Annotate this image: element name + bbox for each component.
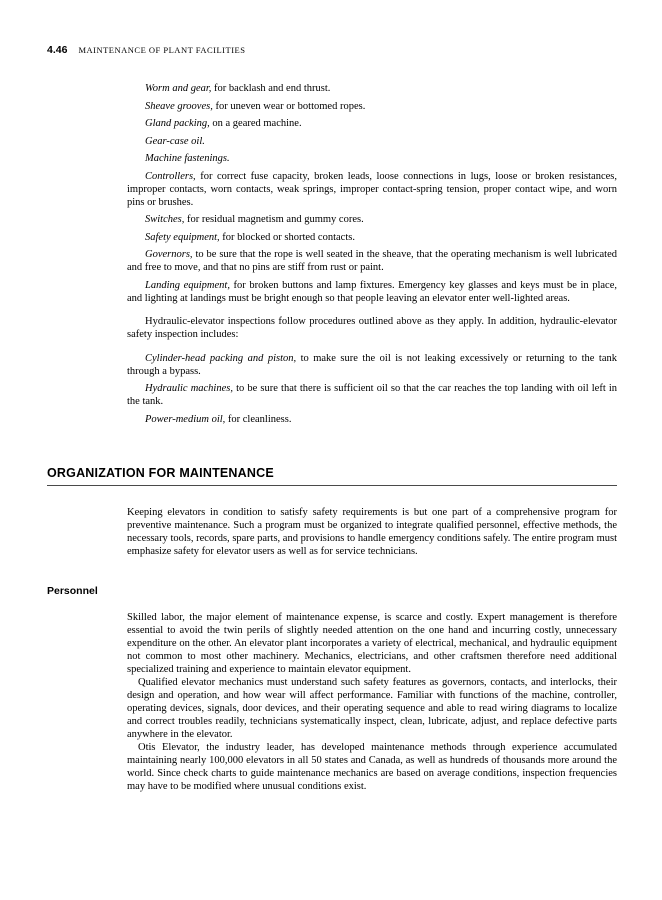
personnel-paragraph: Qualified elevator mechanics must understand such safety features as governors, contacts, and interlocks, their design and operation, and how wear will affect performance. Familiar with functions of the machine, controller, operating devices, signals, door devices, and their operating sequence and able to read wiring diagrams to localize and correct troubles readily, technicians systematically inspect, clean, lubricate, adjust, and replace defective parts anywhere in the elevator.: [127, 676, 617, 740]
list-item: [127, 231, 617, 244]
personnel-paragraph: Skilled labor, the major element of maintenance expense, is scarce and costly. Expert management is therefore essential to avoid the twin perils of slightly needed attention on the one hand and incurring costly, unnecessary expenditure on the other. An elevator plant incorporates a variety of electrical, mechanical, and hydraulic equipment not common to most other machinery. Mechanics, electricians, and other craftsmen therefore need additional specialized training and experience to maintain elevator equipment.: [127, 611, 617, 675]
item-text: for residual magnetism and gummy cores.: [187, 214, 364, 225]
section-heading-organization: ORGANIZATION FOR MAINTENANCE: [47, 465, 274, 480]
list-item: [127, 82, 617, 95]
list-item: [127, 152, 617, 165]
item-text: to be sure that there is sufficient oil so that the car reaches the top landing with oil left in the tank.: [127, 383, 618, 407]
item-text: for backlash and end thrust.: [214, 83, 331, 94]
item-text: on a geared machine.: [212, 118, 302, 129]
item-lead: Worm and gear,: [145, 83, 212, 94]
item-lead: Switches,: [145, 214, 185, 225]
section-heading-rule: [47, 485, 617, 486]
running-title: MAINTENANCE OF PLANT FACILITIES: [78, 45, 246, 55]
item-lead: Hydraulic machines,: [145, 383, 233, 394]
item-text: for correct fuse capacity, broken leads, loose connections in lugs, loose or broken resistances, improper contacts, worn contacts, weak springs, improper contact-spring tension, proper contact wipe, and worn pins or brushes.: [127, 170, 617, 208]
list-item: [127, 413, 617, 426]
item-text: for broken buttons and lamp fixtures. Emergency key glasses and keys must be in place, and lighting at landings must be bright enough so that people leaving an elevator enter well-lighted areas.: [127, 279, 617, 304]
list-item: [127, 170, 617, 209]
list-item: [127, 279, 617, 305]
list-item: [127, 213, 617, 226]
subsection-heading-personnel: Personnel: [47, 584, 98, 597]
list-item: [127, 135, 617, 148]
list-item: [127, 382, 617, 408]
item-lead: Power-medium oil,: [145, 413, 226, 425]
list-item: [127, 100, 617, 113]
item-text: to make sure the oil is not leaking excessively or returning to the tank through a bypass.: [127, 352, 617, 377]
item-text: to be sure that the rope is well seated in the sheave, that the operating mechanism is well lubricated and free to move, and that no pins are stiff from rust or paint.: [127, 249, 617, 273]
item-text: for blocked or shorted contacts.: [222, 231, 355, 243]
item-text: for uneven wear or bottomed ropes.: [215, 100, 366, 112]
item-lead: Sheave grooves,: [145, 100, 213, 112]
personnel-paragraph: Otis Elevator, the industry leader, has developed maintenance methods through experience accumulated maintaining nearly 100,000 elevators in all 50 states and Canada, as well as hundreds of thousands more around the world. Since check charts to guide maintenance mechanics are based on average conditions, inspection frequencies may have to be modified where unusual conditions exist.: [127, 741, 617, 792]
item-lead: Controllers,: [145, 170, 196, 182]
list-item: [127, 248, 617, 274]
item-lead: Gland packing,: [145, 118, 210, 129]
item-lead: Landing equipment,: [145, 279, 230, 291]
list-item: [127, 117, 617, 130]
personnel-body: [127, 611, 617, 793]
item-lead: Gear-case oil.: [145, 135, 205, 147]
organization-intro-paragraph: Keeping elevators in condition to satisfy safety requirements is but one part of a comprehensive program for preventive maintenance. Such a program must be organized to integrate qualified personnel, effective methods, the necessary tools, records, spare parts, and provisions to handle emergency conditions safely. The entire program must emphasize safety for elevator users as well as for service technicians.: [127, 506, 617, 557]
item-lead: Cylinder-head packing and piston,: [145, 352, 297, 364]
list-item: [127, 352, 617, 378]
page-number: 4.46: [47, 44, 68, 56]
item-lead: Safety equipment,: [145, 231, 220, 243]
item-lead: Governors,: [145, 249, 193, 260]
item-text: for cleanliness.: [227, 413, 292, 425]
item-lead: Machine fastenings.: [145, 153, 230, 164]
page-header: [47, 44, 617, 56]
hydraulic-intro-paragraph: Hydraulic-elevator inspections follow procedures outlined above as they apply. In addition, hydraulic-elevator safety inspection includes:: [127, 315, 617, 340]
inspection-item-list: [127, 82, 617, 426]
